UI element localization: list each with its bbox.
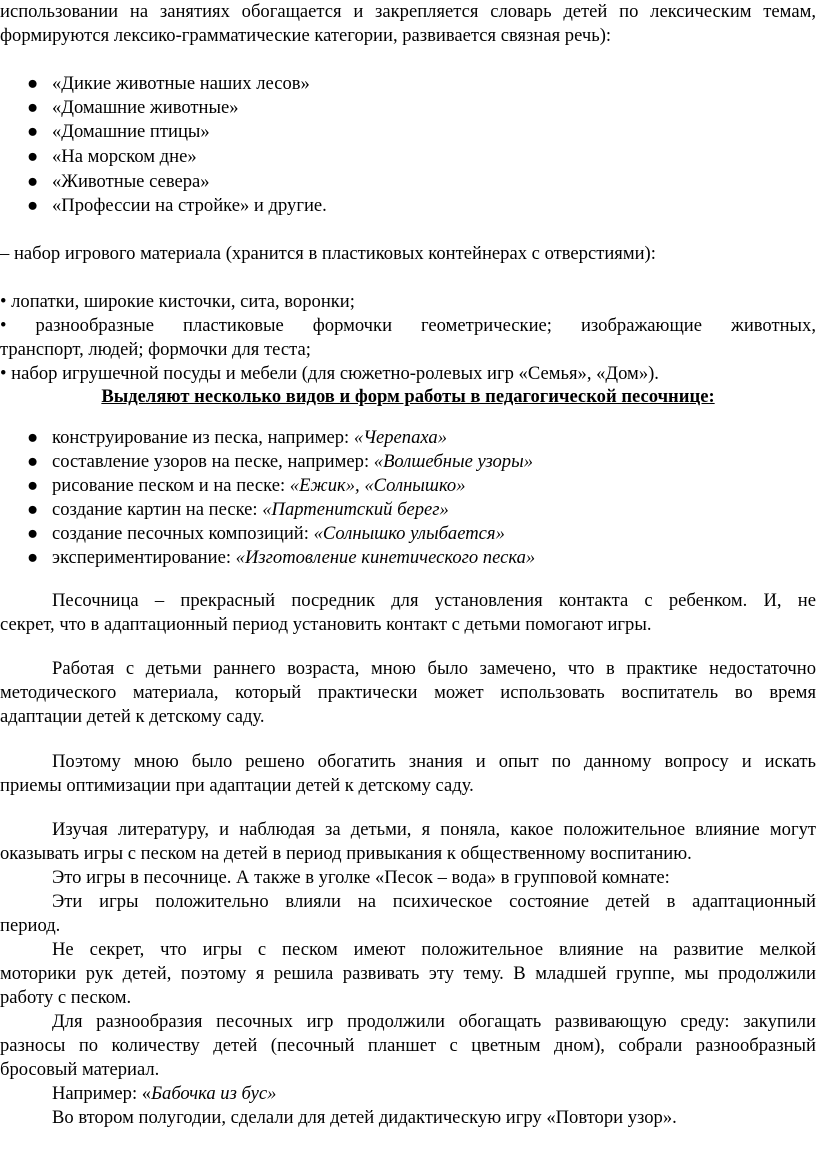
bullet-icon: ●: [27, 121, 39, 142]
bullet-icon: ●: [27, 427, 39, 448]
paragraph-line: оказывать игры с песком на детей в период привыкания к общественному воспитанию.: [0, 843, 692, 864]
material-item-2-line-1: • разнообразные пластиковые формочки геометрические; изображающие животных,: [0, 315, 816, 336]
paragraph-line: период.: [0, 915, 61, 936]
bullet-icon: ●: [27, 523, 39, 544]
paragraph-line: Во втором полугодии, сделали для детей дидактическую игру «Повтори узор».: [52, 1107, 677, 1128]
paragraph-line: Песочница – прекрасный посредник для установления контакта с ребенком. И, не: [52, 590, 816, 611]
paragraph-line: Эти игры положительно влияли на психическое состояние детей в адаптационный: [52, 891, 816, 912]
paragraph-line: Например: «Бабочка из бус»: [52, 1083, 277, 1104]
paragraph-line: разносы по количеству детей (песочный планшет с цветным дном), собрали разнообразный: [0, 1035, 816, 1056]
paragraph-line: моторики рук детей, поэтому я решила развивать эту тему. В младшей группе, мы продолжили: [0, 963, 816, 984]
intro-line-2: формируются лексико-грамматические категории, развивается связная речь):: [0, 25, 612, 46]
paragraph-line: Изучая литературу, и наблюдая за детьми, я поняла, какое положительное влияние могут: [52, 819, 816, 840]
paragraph-line: адаптации детей к детскому саду.: [0, 706, 265, 727]
paragraph-line: работу с песком.: [0, 987, 132, 1008]
section-heading: Выделяют несколько видов и форм работы в педагогической песочнице:: [101, 386, 715, 407]
material-item-2-line-2: транспорт, людей; формочки для теста;: [0, 339, 311, 360]
bullet-icon: ●: [27, 475, 39, 496]
intro-line-1: использовании на занятиях обогащается и закрепляется словарь детей по лексическим темам,: [0, 1, 816, 22]
bullet-icon: ●: [27, 171, 39, 192]
bullet-icon: ●: [27, 499, 39, 520]
paragraph-line: бросовый материал.: [0, 1059, 160, 1080]
paragraph-line: приемы оптимизации при адаптации детей к детскому саду.: [0, 775, 474, 796]
bullet-icon: ●: [27, 451, 39, 472]
material-intro: – набор игрового материала (хранится в пластиковых контейнерах с отверстиями):: [0, 243, 656, 264]
material-item-1: • лопатки, широкие кисточки, сита, воронки;: [0, 291, 355, 312]
paragraph-line: секрет, что в адаптационный период установить контакт с детьми помогают игры.: [0, 614, 652, 635]
paragraph-line: Поэтому мною было решено обогатить знания и опыт по данному вопросу и искать: [52, 751, 816, 772]
bullet-icon: ●: [27, 73, 39, 94]
material-item-3: • набор игрушечной посуды и мебели (для сюжетно-ролевых игр «Семья», «Дом»).: [0, 363, 659, 384]
paragraph-line: Это игры в песочнице. А также в уголке «Песок – вода» в групповой комнате:: [52, 867, 670, 888]
bullet-icon: ●: [27, 547, 39, 568]
paragraph-line: Не секрет, что игры с песком имеют положительное влияние на развитие мелкой: [52, 939, 816, 960]
paragraph-line: Для разнообразия песочных игр продолжили обогащать развивающую среду: закупили: [52, 1011, 816, 1032]
bullet-icon: ●: [27, 97, 39, 118]
document-page: использовании на занятиях обогащается и закрепляется словарь детей по лексическим темам, формируются лексико-грамматические категории, развивается связная речь): ● «Дикие животные наших лесов» ● «Домашние животные» ● «Домашние птицы» ● «На морском дне» ● «Животные севера» ● «Профессии на стройке» и другие. – набор игрового материала (хранится в пластиковых контейнерах с отверстиями): • лопатки, широкие кисточки, сита, воронки; • разнообразные пластиковые формочки геометрические; изображающие животных, транспорт, людей; формочки для теста; • набор игрушечной посуды и мебели (для сюжетно-ролевых игр «Семья», «Дом»). Выделяют несколько видов и форм работы в педагогической песочнице: ● конструирование из песка, например: «Черепаха» ● составление узоров на песке, например: «Волшебные узоры» ● рисование песком и на песке: «Ежик», «Солнышко» ● создание картин на песке: «Партенитский берег» ● создание песочных композиций: «Солнышко улыбается» ● экспериментирование: «Изготовление кинетического песка» Песочница – прекрасный посредник для установления контакта с ребенком. И, не секрет, что в адаптационный период установить контакт с детьми помогают игры. Работая с детьми раннего возраста, мною было замечено, что в практике недостаточно методического материала, который практически может использовать воспитатель во время адаптации детей к детскому саду. Поэтому мною было решено обогатить знания и опыт по данному вопросу и искать приемы оптимизации при адаптации детей к детскому саду. Изучая литературу, и наблюдая за детьми, я поняла, какое положительное влияние могут оказывать игры с песком на детей в период привыкания к общественному воспитанию. Это игры в песочнице. А также в уголке «Песок – вода» в групповой комнате: Эти игры положительно влияли на психическое состояние детей в адаптационный период. Не секрет, что игры с песком имеют положительное влияние на развитие мелкой моторики рук детей, поэтому я решила развивать эту тему. В младшей группе, мы продолжили работу с песком. Для разнообразия песочных игр продолжили обогащать развивающую среду: закупили разносы по количеству детей (песочный планшет с цветным дном), собрали разнообразный бросовый материал. Например: «Бабочка из бус» Во втором полугодии, сделали для детей дидактическую игру «Повтори узор».: [0, 1, 816, 1128]
paragraph-line: методического материала, который практически может использовать воспитатель во время: [0, 682, 816, 703]
bullet-icon: ●: [27, 146, 39, 167]
paragraph-line: Работая с детьми раннего возраста, мною было замечено, что в практике недостаточно: [52, 658, 816, 679]
bullet-icon: ●: [27, 195, 39, 216]
